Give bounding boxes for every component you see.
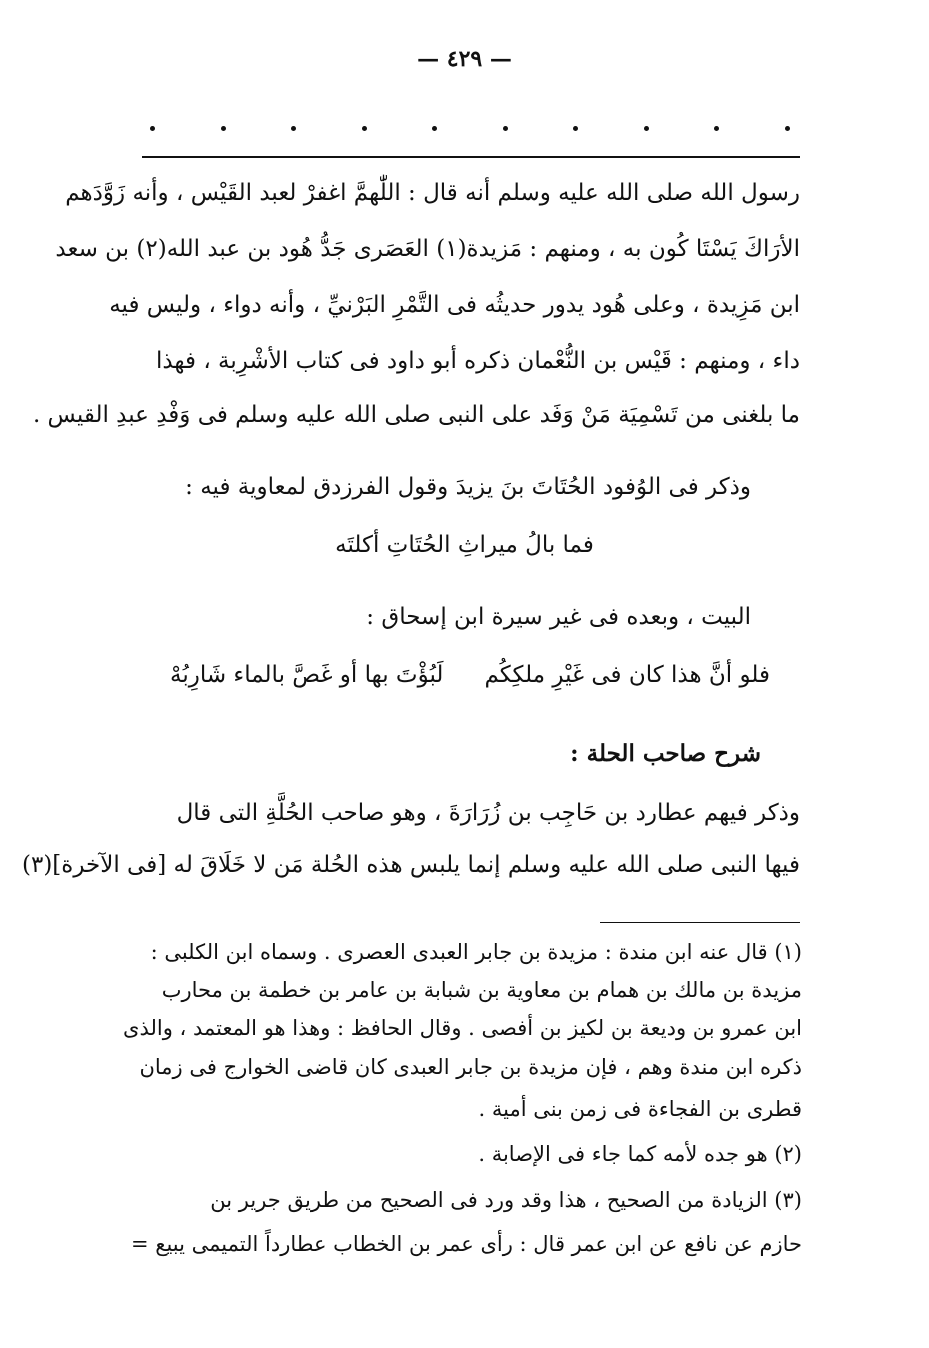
ornament-dot [573,126,578,131]
body-line: ابن مَزِيدة ، وعلى هُود يدور حديثُه فى التَّمْرِ البَرْنيِّ ، وأنه دواء ، وليس فيه [109,292,800,318]
ornament-dot [432,126,437,131]
footnote-line: ابن عمرو بن وديعة بن لكيز بن أفصى . وقال الحافظ : وهذا هو المعتمد ، والذى [123,1016,802,1040]
ornament-dot [644,126,649,131]
footnote-line: حازم عن نافع عن ابن عمر قال : رأى عمر بن الخطاب عطارداً التميمى يبيع = [131,1232,802,1256]
footnote-line: ذكره ابن مندة وهم ، فإن مزيدة بن جابر العبدى كان قاضى الخوارج فى زمان [139,1055,802,1079]
verse-second-hemistich: لَبُؤْتَ بها أو غَصَّ بالماء شَارِبُهْ [170,662,444,688]
verse-first-hemistich: فلو أنَّ هذا كان فى غَيْرِ ملكِكُم [484,662,770,688]
ornament-dot [221,126,226,131]
section-heading: شرح صاحب الحلة : [570,740,761,767]
footnote-line: مزيدة بن مالك بن همام بن معاوية بن شبابة بن عامر بن خطمة بن محارب [161,978,802,1002]
ornament-dots [150,118,790,138]
footnote-rule [600,922,800,923]
bayt-line: البيت ، وبعده فى غير سيرة ابن إسحاق : [366,604,751,630]
ornament-dot [785,126,790,131]
body-line: رسول الله صلى الله عليه وسلم أنه قال : اللّٰهمَّ اغفرْ لعبد القَيْس ، وأنه زَوَّدَهم [65,180,800,206]
footnote-line: (٣) الزيادة من الصحيح ، هذا وقد ورد فى الصحيح من طريق جرير بن [210,1188,802,1212]
farazdaq-line: وذكر فى الوُفود الحُتَاتَ بنَ يزيدَ وقول الفرزدق لمعاوية فيه : [185,474,751,500]
body-line: ما بلغنى من تَسْمِيَة مَنْ وَفَد على النبى صلى الله عليه وسلم فى وَفْدِ عبدِ القيس . [32,402,800,428]
footnote-line: (١) قال عنه ابن مندة : مزيدة بن جابر العبدى العصرى . وسماه ابن الكلبى : [150,940,802,964]
footnote-line: قطرى بن الفجاءة فى زمن بنى أمية . [478,1097,802,1121]
ornament-dot [503,126,508,131]
body-line: الأرَاكَ يَسْتَا كُون به ، ومنهم : مَزيدة(١) العَصَرى جَدُّ هُود بن عبد الله(٢) بن سعد [55,236,800,262]
header-rule [142,156,800,158]
body-line: وذكر فيهم عطارد بن حَاجِب بن زُرَارَةَ ، وهو صاحب الحُلَّةِ التى قال [176,800,800,826]
verse-hemistich: فما بالُ ميراثِ الحُتَاتِ أكلتَه [335,532,594,558]
ornament-dot [714,126,719,131]
page-number: — ٤٢٩ — [417,46,512,72]
poetry-verse [170,662,770,688]
ornament-dot [150,126,155,131]
ornament-dot [362,126,367,131]
body-line: فيها النبى صلى الله عليه وسلم إنما يلبس هذه الحُلة مَن لا خَلَاقَ له [فى الآخرة](٣) [21,852,800,878]
ornament-dot [291,126,296,131]
footnote-line: (٢) هو جده لأمه كما جاء فى الإصابة . [478,1142,802,1166]
body-line: داء ، ومنهم : قَيْس بن النُّعْمان ذكره أبو داود فى كتاب الأشْرِبة ، فهذا [155,348,800,374]
